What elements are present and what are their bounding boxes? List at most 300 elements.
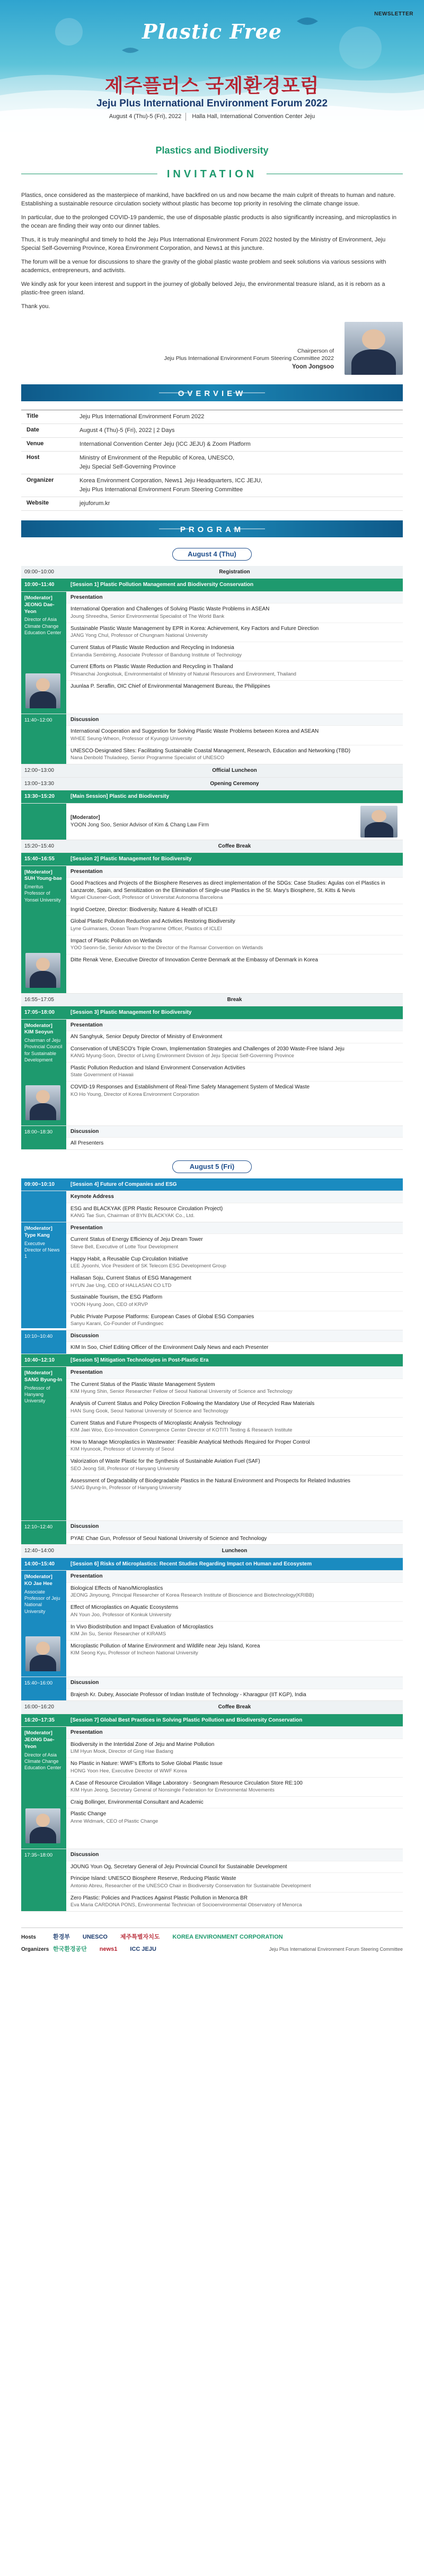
talk-title: Current Efforts on Plastic Waste Reduction and Recycling in Thailand [70,664,233,670]
speaker: SANG Byung-In, Professor of Hanyang University [70,1485,182,1491]
speaker: YOON Hyung Joon, CEO of KRVP [70,1301,148,1308]
talk-title: COVID-19 Responses and Establishment of Real-Time Safety Management System of Medical Waste [70,1084,310,1091]
moderator-name: SANG Byung-In [24,1377,63,1383]
talk-title: Ditte Renak Vene, Executive Director of Innovation Centre Denmark at the Embassy of Denmark in Korea [70,957,318,963]
row-time: 17:35~18:00 [24,1852,53,1859]
keynote-spacer [21,1191,66,1222]
discussion-block [21,714,403,764]
schedule-row [21,840,403,853]
row-time: 10:40~12:10 [21,1354,66,1367]
row-time: 10:10~10:40 [24,1333,53,1339]
speaker: AN Youn Joo, Professor of Konkuk University [70,1611,172,1618]
presentation-item [66,1031,403,1043]
presentation-item [66,935,403,954]
row-label: Coffee Break [218,1704,251,1710]
speaker: WHEE Seung-Wheon, Professor of Kyunggi University [70,735,192,742]
discussion-block [21,1521,403,1545]
talk-title: Conservation of UNESCO's Triple Crown, Implementation Strategies and Challenges of 2030 Waste-Free Island Jeju [70,1046,344,1052]
session-block [21,1222,403,1330]
presentation-heading: Presentation [66,866,403,878]
discussion-time [21,1521,66,1544]
hosts-label: Hosts [21,1934,36,1940]
talk-title: Hallasan Soju, Current Status of ESG Management [70,1275,191,1282]
invitation-paragraph: The forum will be a venue for discussions to share the gravity of the global plastic waste problem and seek solutions via various sessions with academics, entrepreneurs, and activists. [21,258,386,274]
moderator-name: Type Kang [24,1232,50,1238]
presentation-item [66,1273,403,1292]
speaker: Enriandia Sembiring, Associate Professor of Bandung Institute of Technology [70,652,242,658]
main-session-spacer [21,804,66,840]
presentation-item [66,1778,403,1797]
speaker: SEO Jeong Sill, Professor of Hanyang University [70,1465,180,1472]
overview-row [21,410,403,424]
speaker: Phisanchai Jongkolsuk, Environmentalist of Ministry of Natural Resources and Environment, Thailand [70,671,296,677]
row-label: Opening Ceremony [210,780,259,787]
moderator-role: [Moderator] [24,1574,52,1580]
presentation-item [66,1082,403,1100]
speaker: KIM Jin Su, Senior Researcher of KIRAMS [70,1631,166,1637]
talk-title: Good Practices and Projects of the Biosphere Reserves as direct implementation of the SDGs: Case Studies: Agulas con el Plastics in Lanzarote, Spain, and Sensitization on the Elimination of Single-use Plastics in the St. Mary's Biosphere, St. Kitts & Nevis [70,880,385,894]
discussion-time [21,1330,66,1354]
presentation-item [66,916,403,935]
schedule-row [21,778,403,791]
program-banner [0,520,424,537]
speaker: KIM Jaei Woo, Eco-Innovation Convergence Center Director of KOTITI Testing & Research Institute [70,1427,293,1434]
presentation-heading: Presentation [66,592,403,604]
overview-table [21,410,403,511]
talk-title: Sustainable Tourism, the ESG Platform [70,1294,163,1301]
keynote-heading: Keynote Address [66,1191,403,1203]
presentation-item [66,1583,403,1602]
moderator-affiliation: Director of Asia Climate Change Education Center [24,617,61,635]
moderator-name: JEONG Dae-Yeon [24,1737,55,1750]
overview-row [21,424,403,438]
talk-title: Biological Effects of Nano/Microplastics [70,1585,163,1591]
event-info [0,113,424,121]
presentation-item [66,1475,403,1494]
overview-key: Venue [26,440,44,447]
discussion-list [66,1521,403,1544]
session-title: [Main Session] Plastic and Biodiversity [66,790,403,803]
presentation-list [66,1571,403,1677]
talk-title: Ingrid Coetzee, Director: Biodiversity, Nature & Health of ICLEI [70,906,218,913]
discussion-list [66,1677,403,1700]
overview-value-line: Jeju Plus International Environment Forum Steering Committee [80,486,243,493]
discussion-item [66,726,403,745]
presentation-item [66,1758,403,1777]
presentation-item [66,878,403,904]
session-header [21,579,403,592]
moderator-cell [21,1571,66,1677]
discussion-heading: Discussion [66,1126,403,1138]
presentation-item [66,1437,403,1456]
chairperson-photo [344,322,403,375]
talk-title: Brajesh Kr. Dubey, Associate Professor of Indian Institute of Technology - Kharagpur (IIT KGP), India [70,1691,306,1698]
keco-logo: 한국환경공단 [53,1945,87,1952]
presentation-item [66,1234,403,1253]
presentation-list [66,1222,403,1330]
speaker: Joung Shreedha, Senior Environmental Specialist of The World Bank [70,613,225,619]
overview-value-line: Jeju Plus International Environment Forum 2022 [80,413,205,420]
moderator-role: [Moderator] [24,869,52,875]
footer [21,1928,403,1953]
discussion-time [21,1849,66,1911]
row-time: 11:40~12:00 [24,717,52,723]
presentation-item [66,642,403,661]
speaker: KIM Hyunook, Professor of University of Seoul [70,1446,174,1453]
session-block [21,1020,403,1126]
session-header [21,1354,403,1367]
talk-title: Sustainable Plastic Waste Management by EPR in Korea: Achievement, Key Factors and Future Direction [70,625,319,632]
speaker: Antonio Abreu, Researcher of the UNESCO Chair in Biodiversity Conservation for Sustainable Development [70,1883,311,1889]
signature-block [21,317,403,375]
session-block [21,866,403,994]
presentation-item [66,1602,403,1621]
overview-banner [0,384,424,401]
moderator-cell [21,866,66,993]
discussion-block [21,1330,403,1354]
talk-title: Assessment of Degradability of Biodegradable Plastics in the Natural Environment and Prospects for Related Industries [70,1478,351,1484]
talk-title: Plastic Change [70,1811,107,1817]
talk-title: Plastic Pollution Reduction and Island Environment Conservation Activities [70,1065,245,1071]
talk-title: Current Status and Future Prospects of Microplastic Analysis Technology [70,1420,242,1426]
invitation-body [21,192,403,311]
discussion-item [66,1873,403,1892]
overview-title: OVERVIEW [178,389,246,398]
row-time: 12:10~12:40 [24,1524,53,1530]
speaker: Lyne Guimaraes, Ocean Team Programme Officer, Plastics of ICLEI [70,925,222,932]
day1-schedule [21,566,403,1150]
discussion-item [66,1342,403,1354]
organizers-row [21,1945,403,1953]
discussion-item [66,1861,403,1874]
overview-value-line: Ministry of Environment of the Republic of Korea, UNESCO, [80,454,235,461]
talk-title: JOUNG Youn Og, Secretary General of Jeju Provincial Council for Sustainable Development [70,1863,287,1870]
talk-title: Global Plastic Pollution Reduction and Activities Restoring Biodiversity [70,918,235,925]
presentation-item [66,623,403,642]
discussion-block [21,1677,403,1701]
session-header [21,790,403,804]
row-time: 15:40~16:00 [24,1680,53,1687]
invitation-paragraph: We kindly ask for your keen interest and support in the journey of globally beloved Jeju, the environmental treasure island, as it is reborn as a plastic-free green island. [21,281,385,296]
speaker: Miguel Clusener-Godt, Professor of Universitat Autonoma Barcelona [70,895,223,901]
moderator-cell [21,1727,66,1849]
speaker: KIM Seong Kyu, Professor of Incheon National University [70,1650,198,1656]
keynote-item [66,1203,403,1222]
session-block [21,1727,403,1849]
speaker: Steve Bell, Executive of Lotte Tour Development [70,1244,179,1250]
overview-key: Title [26,412,39,419]
moderator-role: [Moderator] [24,595,52,601]
speaker: JANG Yong Chul, Professor of Chungnam National University [70,633,208,639]
row-time: 17:05~18:00 [21,1006,66,1019]
discussion-item [66,1893,403,1911]
presentation-item [66,1379,403,1398]
invitation-paragraph: Thus, it is truly meaningful and timely to hold the Jeju Plus International Environment Forum 2022 hosted by the Ministry of Environment, Jeju Special Self-Governing Province, Korea Environment Corporation, and News1 at this juncture. [21,237,386,251]
moderator-photo [25,1085,60,1120]
keynote-list [66,1191,403,1222]
invitation-heading [21,163,403,184]
session-title: [Session 6] Risks of Microplastics: Recent Studies Regarding Impact on Human and Ecosystem [66,1558,403,1571]
schedule-row [21,764,403,778]
discussion-list [66,714,403,764]
overview-row [21,474,403,497]
overview-value [80,476,403,494]
presentation-item [66,1622,403,1641]
talk-title: PYAE Chae Gun, Professor of Seoul National University of Science and Technology [70,1535,267,1542]
talk-title: Public Private Purpose Platforms: European Cases of Global ESG Companies [70,1313,254,1320]
discussion-heading: Discussion [66,714,403,726]
row-time: 13:30~15:20 [21,790,66,803]
moderator-affiliation: Executive Director of News 1 [24,1240,60,1259]
presentation-item [66,1062,403,1082]
moderator-role: [Moderator] [24,1370,52,1376]
moderator-role: [Moderator] [70,815,100,821]
presentation-heading: Presentation [66,1222,403,1235]
moderator-role: [Moderator] [24,1225,52,1231]
overview-key: Date [26,426,39,433]
overview-value-line: International Convention Center Jeju (ICC JEJU) & Zoom Platform [80,440,251,447]
speaker: Nana Denbold Thuladeep, Senior Programme Specialist of UNESCO [70,755,225,761]
talk-title: A Case of Resource Circulation Village Laboratory - Seongnam Resource Circulation Store RE:100 [70,1780,303,1786]
speaker: YOO Seonn-Se, Senior Advisor to the Director of the Ramsar Convention on Wetlands [70,945,263,951]
presentation-list [66,1727,403,1849]
row-time: 10:00~11:40 [21,579,66,591]
presentation-item [66,904,403,916]
main-session-block [21,804,403,840]
session-header [21,1714,403,1727]
speaker: KANG Tae Sun, Chairman of BYN BLACKYAK Co., Ltd. [70,1213,195,1219]
forum-theme: Plastics and Biodiversity [155,145,269,156]
speaker: JEONG Jinyoung, Principal Researcher of Korea Research Institute of Bioscience and Biotechnology(KRIBB) [70,1592,314,1599]
session-block [21,592,403,714]
discussion-list [66,1849,403,1911]
row-time: 12:00~13:00 [24,768,54,774]
presentation-list [66,592,403,714]
talk-title: KIM In Soo, Chief Editing Officer of the Environment Daily News and each Presenter [70,1345,269,1351]
korea-environment-logo: KOREA ENVIRONMENT CORPORATION [172,1934,283,1941]
organizers-label: Organizers [21,1946,49,1952]
presentation-item [66,1311,403,1330]
row-time: 13:00~13:30 [24,780,54,787]
event-date: August 4 (Thu)-5 (Fri), 2022 [105,113,186,121]
session-block [21,1367,403,1521]
moderator-affiliation: Emeritus Professor of Yonsei University [24,884,61,903]
moderator-cell [21,1020,66,1125]
discussion-list [66,1126,403,1149]
speaker: State Government of Hawaii [70,1072,134,1078]
jeju-province-logo: 제주특별자치도 [120,1934,160,1941]
discussion-heading: Discussion [66,1849,403,1861]
row-time: 18:00~18:30 [24,1129,53,1135]
discussion-item [66,1689,403,1701]
presentation-item [66,1254,403,1273]
presentation-item [66,1418,403,1437]
discussion-time [21,1126,66,1149]
talk-title: Craig Bollinger, Environmental Consultant and Academic [70,1799,204,1805]
talk-title: UNESCO-Designated Sites: Facilitating Sustainable Coastal Management, Research, Education and Networking (TBD) [70,747,351,754]
session-title: [Session 2] Plastic Management for Biodiversity [66,853,403,866]
talk-title: AN Sanghyuk, Senior Deputy Director of Ministry of Environment [70,1034,223,1040]
presentation-item [66,1797,403,1809]
presentation-list [66,1367,403,1520]
session-header [21,853,403,866]
speaker: LEE Jyoonhi, Vice President of SK Telecom ESG Development Group [70,1263,226,1269]
discussion-item [66,1533,403,1545]
title-korean: 제주플러스 국제환경포럼 [104,75,320,96]
moderator-name: SUH Young-bae [24,876,62,882]
discussion-time [21,714,66,764]
event-venue: Halla Hall, International Convention Center Jeju [192,113,315,120]
presentation-item [66,1398,403,1417]
signature-name: Yoon Jongsoo [292,363,334,370]
moderator-name: JEONG Dae-Yeon [24,601,55,615]
row-time: 14:00~15:40 [21,1558,66,1571]
speaker: HONG Yoon Hee, Executive Director of WWF Korea [70,1768,187,1774]
moderator-photo [25,1808,60,1843]
news1-logo: news1 [99,1945,118,1952]
row-time: 16:55~17:05 [24,996,54,1003]
row-time: 16:00~16:20 [24,1704,54,1710]
moderator-cell [21,592,66,714]
website-link[interactable]: jejuforum.kr [80,500,110,507]
presentation-heading: Presentation [66,1020,403,1032]
overview-key: Host [26,454,40,461]
discussion-heading: Discussion [66,1330,403,1343]
icc-jeju-logo: ICC JEJU [130,1945,156,1952]
ministry-logo: 환경부 [53,1934,70,1941]
overview-value [80,454,403,472]
talk-title: Valorization of Waste Plastic for the Synthesis of Sustainable Aviation Fuel (SAF) [70,1458,260,1465]
presentation-list [66,1020,403,1125]
speaker: KIM Hyun Jeong, Secretary General of Nonsingle Federation for Environmental Movements [70,1787,275,1794]
row-label: Registration [219,569,250,575]
presentation-item [66,661,403,680]
overview-value-line: August 4 (Thu)-5 (Fri), 2022 | 2 Days [80,427,175,434]
schedule-row [21,1701,403,1714]
presentation-item [66,1043,403,1062]
schedule-row [21,566,403,579]
presentation-list [66,866,403,993]
moderator-photo [25,953,60,988]
steering-committee: Jeju Plus International Environment Forum Steering Committee [269,1947,403,1952]
presentation-item [66,681,403,692]
speaker: KO Ho Young, Director of Korea Environment Corporation [70,1091,199,1097]
session-title: [Session 5] Mitigation Technologies in Post-Plastic Era [66,1354,403,1367]
moderator-name: KO Jae Hee [24,1581,52,1587]
discussion-block [21,1849,403,1912]
overview-value [80,499,403,508]
speaker: Sanyu Karani, Co-Founder of Fundingsec [70,1321,164,1327]
talk-title: The Current Status of the Plastic Waste Management System [70,1381,215,1388]
moderator-photo [360,806,398,837]
overview-value [80,412,403,421]
overview-row [21,497,403,511]
row-label: Official Luncheon [212,768,257,774]
moderator-name: YOON Jong Soo, Senior Advisor of Kim & Chang Law Firm [70,822,209,828]
discussion-list [66,1330,403,1354]
talk-title: Current Status of Plastic Waste Reduction and Recycling in Indonesia [70,645,234,651]
speaker: HAN Sung Gook, Seoul National University of Science and Technology [70,1408,228,1414]
talk-title: International Operation and Challenges of Solving Plastic Waste Problems in ASEAN [70,606,270,613]
row-label: Break [227,996,242,1003]
talk-title: Juunlaa P. Seraflin, OIC Chief of Environmental Management Bureau, the Philippines [70,683,270,689]
schedule-row [21,1545,403,1558]
talk-title: How to Manage Microplastics in Wastewater: Feasible Analytical Methods Required for Proper Control [70,1439,310,1445]
speaker: LIM Hyun Mook, Director of Ging Hae Badang [70,1749,173,1755]
speaker: HYUN Jae Ung, CEO of HALLASAN CO LTD [70,1282,172,1289]
row-time: 15:20~15:40 [24,843,54,849]
presentation-item [66,954,403,966]
talk-title: Zero Plastic: Policies and Practices Against Plastic Pollution in Menorca BR [70,1895,248,1901]
row-time: 16:20~17:35 [21,1714,66,1727]
main-session-content [66,804,403,840]
presentation-heading: Presentation [66,1571,403,1583]
discussion-heading: Discussion [66,1677,403,1689]
moderator-cell [21,1367,66,1520]
discussion-item [66,745,403,764]
talk-title: Biodiversity in the Intertidal Zone of Jeju and Marine Pollution [70,1741,215,1748]
day2-label: August 5 (Fri) [172,1160,252,1173]
session-header [21,1558,403,1571]
row-time: 12:40~14:00 [24,1548,54,1554]
talk-title: Current Status of Energy Efficiency of Jeju Dream Tower [70,1237,203,1243]
invitation-paragraph: In particular, due to the prolonged COVID-19 pandemic, the use of disposable plastic products is also significantly increasing, and microplastics in the ocean are finding their way onto our dinner tables. [21,214,397,230]
presentation-heading: Presentation [66,1367,403,1379]
presentation-item [66,1292,403,1311]
talk-title: In Vivo Biodistribution and Impact Evaluation of Microplastics [70,1624,214,1630]
hero-script-title: Plastic Free [142,20,282,43]
talk-title: Effect of Microplastics on Aquatic Ecosystems [70,1605,179,1611]
moderator-role: [Moderator] [24,1022,52,1029]
keynote-address-block [21,1191,403,1222]
day1-label: August 4 (Thu) [172,548,252,561]
session-title: [Session 7] Global Best Practices in Solving Plastic Pollution and Biodiversity Conservation [66,1714,403,1727]
presentation-item [66,1808,403,1827]
row-time: 09:00~10:10 [21,1178,66,1191]
invitation-paragraph: Plastics, once considered as the masterpiece of mankind, have backfired on us and now became the main culprit of threats to human and nature. Establishing a sustainable resource circulation society without plastic has become top priority in resolving the climate change issue. [21,192,396,208]
session-header [21,1178,403,1192]
row-time: 15:40~16:55 [21,853,66,866]
moderator-cell [21,1222,66,1328]
moderator-photo [25,1636,60,1671]
session-header [21,1006,403,1020]
presentation-heading: Presentation [66,1727,403,1739]
moderator-affiliation: Chairman of Jeju Provincial Council for Sustainable Development [24,1038,63,1062]
talk-title: Happy Habit, a Reusable Cup Circulation Initiative [70,1256,188,1262]
moderator-affiliation: Professor of Hanyang University [24,1385,50,1404]
overview-value [80,440,403,449]
overview-row [21,452,403,474]
moderator-affiliation: Associate Professor of Jeju National University [24,1589,60,1614]
schedule-row [21,994,403,1007]
session-title: [Session 4] Future of Companies and ESG [66,1178,403,1191]
talk-title: No Plastic in Nature: WWF's Efforts to Solve Global Plastic Issue [70,1761,223,1767]
session-title: [Session 1] Plastic Pollution Management and Biodiversity Conservation [66,579,403,591]
overview-key: Organizer [26,476,54,483]
row-label: Coffee Break [218,843,251,849]
presentation-item [66,1739,403,1758]
invitation-paragraph: Thank you. [21,303,50,310]
overview-value-line: Jeju Special Self-Governing Province [80,463,176,470]
talk-title: All Presenters [70,1140,104,1147]
speaker: KIM Hyung Shin, Senior Researcher Fellow of Seoul National University of Science and Technology [70,1389,293,1395]
moderator-role: [Moderator] [24,1730,52,1736]
presentation-item [66,604,403,623]
discussion-block [21,1126,403,1150]
day2-schedule [21,1178,403,1912]
presentation-item [66,1456,403,1475]
session-block [21,1571,403,1677]
